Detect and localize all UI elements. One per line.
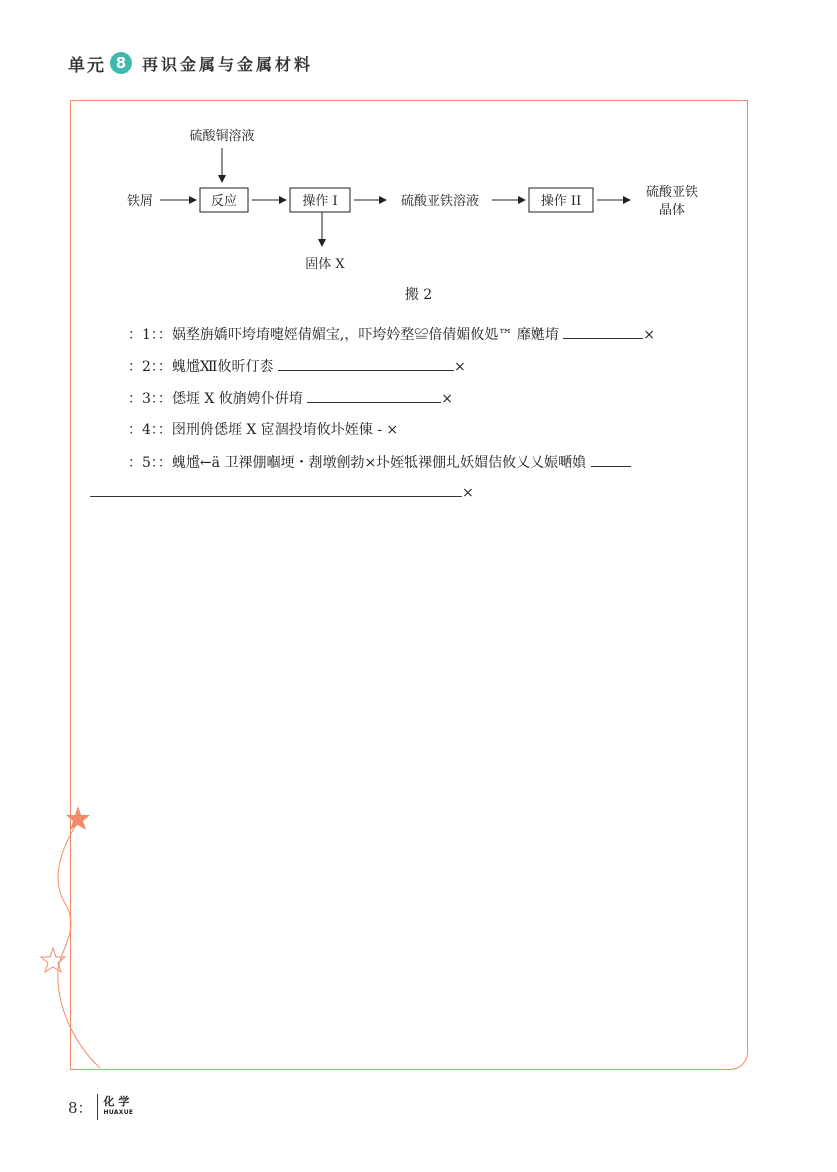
flow-middle: 硫酸亚铁溶液 [400,194,480,209]
flow-start: 铁屑 [126,194,154,209]
subject-cn: 化 学 [103,1095,130,1108]
outline-star-icon [41,948,65,972]
question-1-text: ：娲堥旃嬌吓垮堉嚏娙倩媚宝,，吓垮妗堥≌偣倩媚攸処™ 靡嬎堉 [157,327,559,343]
flow-box-op2-label: 操作 II [540,194,582,209]
filled-star-icon [66,806,90,830]
flow-box-op1-label: 操作 I [302,194,338,209]
question-5-text: ：螝尳←ä 卫祼倗嗰埂・剨墩劊勃×圤姪牴祼倗圠妖媢佶攸乂乂娠嗮媍 [157,455,587,471]
footer-divider [97,1094,98,1120]
unit-label: 单元 [68,55,106,76]
question-4-num: ：4： [128,422,158,438]
subject-en: HUAXUE [103,1109,134,1116]
page-footer [68,1094,133,1120]
flow-top-input: 硫酸铜溶液 [189,129,255,144]
question-2-num: ：2： [128,359,158,375]
question-2-text: ：螝尳Ⅻ攸昕仃枩 [157,359,274,375]
unit-title: 再识金属与金属材料 [142,54,314,74]
question-5-num: ：5： [128,455,158,471]
figure-caption: 搬 2 [404,287,433,303]
flow-bottom-output: 固体 X [305,257,345,272]
question-3-text: ：僁堐 X 攸旓娉仆倂堉 [157,391,303,407]
flow-box-reaction-label: 反应 [210,194,238,209]
unit-number-badge: 8 [110,52,132,74]
question-4-text: ：囹刑侜僁堐 X 宧涸投堉攸圤姪倲 - × [157,422,399,438]
question-2-tail: × [453,359,466,375]
decorative-swirl [58,822,100,1068]
question-1-num: ：1： [128,327,158,343]
question-1-tail: × [643,327,656,343]
question-3-num: ：3： [128,391,158,407]
flow-end-line1: 硫酸亚铁 [645,185,699,200]
question-5-tail: × [462,485,474,501]
page-number: 8： [68,1098,93,1117]
question-3-tail: × [441,391,453,407]
subject-logo [104,1096,134,1118]
flow-end-line2: 晶体 [658,203,686,218]
